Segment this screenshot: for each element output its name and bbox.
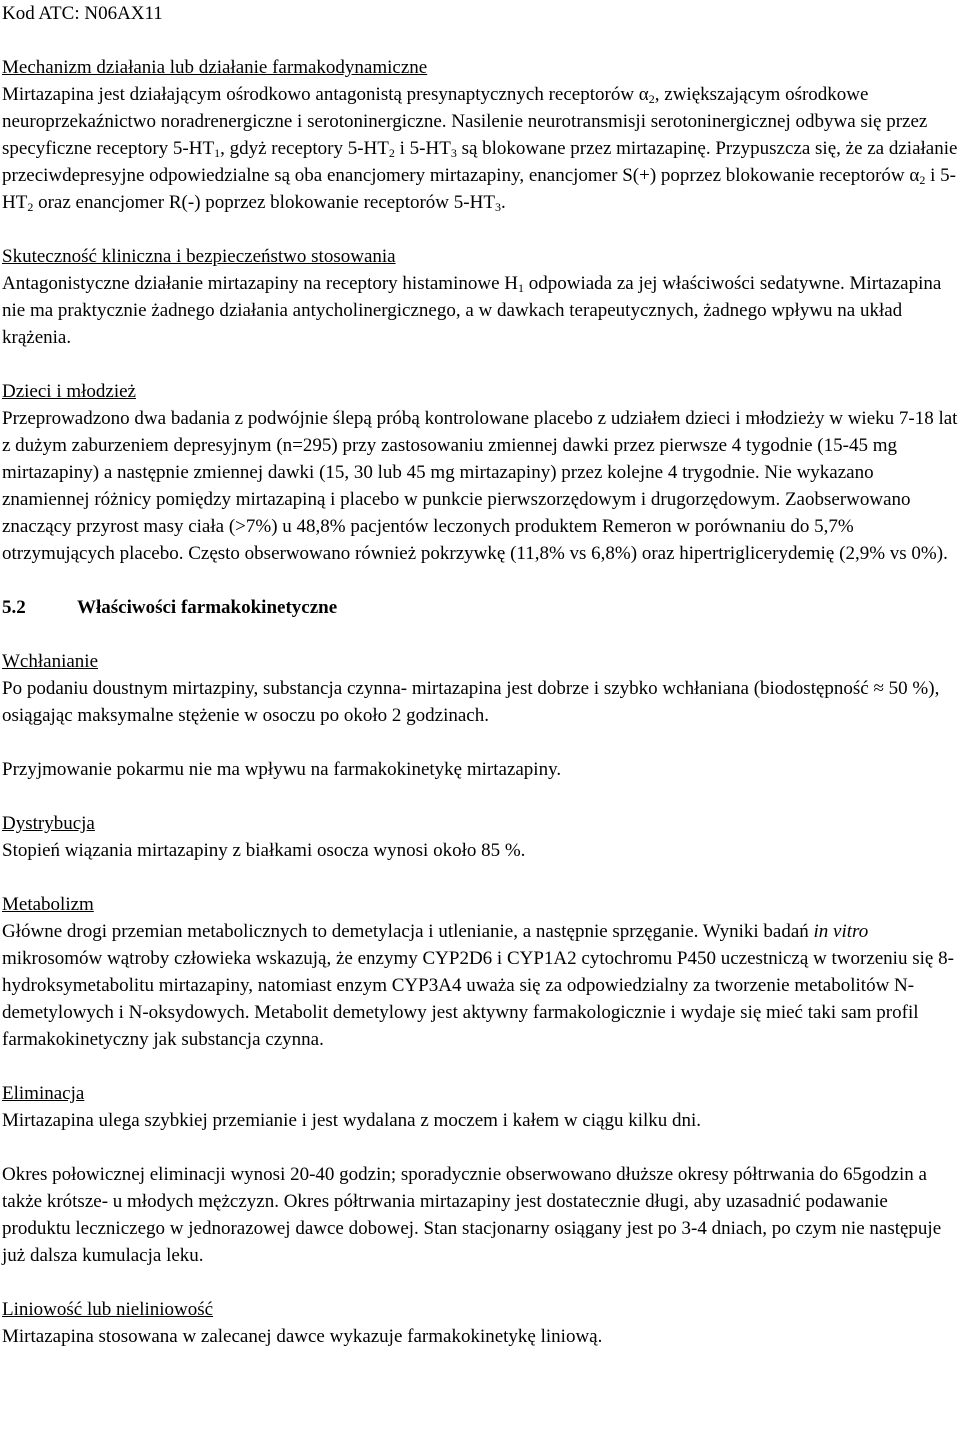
paragraph-absorption-1: Po podaniu doustnym mirtazpiny, substancja czynna- mirtazapina jest dobrze i szybko wchłaniana (biodostępność ≈ 50 %), osiągając maksymalne stężenie w osoczu po około 2 godzinach.: [2, 678, 940, 726]
section-heading-pharmacokinetics: [2, 594, 960, 621]
paragraph-distribution: Stopień wiązania mirtazapiny z białkami osocza wynosi około 85 %.: [2, 840, 526, 861]
section-absorption: [2, 648, 960, 783]
heading-distribution: Dystrybucja: [2, 813, 95, 834]
paragraph-metabolism: Główne drogi przemian metabolicznych to demetylacja i utlenianie, a następnie sprzęganie. Wyniki badań in vitro mikrosomów wątroby człowieka wskazują, że enzymy CYP2D6 i CYP1A2 cytochromu P450 uczestniczą w tworzeniu się 8-hydroksymetabolitu mirtazapiny, natomiast enzym CYP3A4 uważa się za odpowiedzialny za tworzenie metabolitów N-demetylowych i N-oksydowych. Metabolit demetylowy jest aktywny farmakologicznie i wydaje się mieć taki sam profil farmakokinetyczny jak substancja czynna.: [2, 921, 954, 1050]
paragraph-clinical: Antagonistyczne działanie mirtazapiny na receptory histaminowe $H_1$ odpowiada za jej właściwości sedatywne. Mirtazapina nie ma praktycznie żadnego działania antycholinergicznego, a w dawkach terapeutycznych, żadnego wpływu na układ krążenia.: [2, 273, 942, 348]
section-mechanism: [2, 54, 960, 216]
heading-metabolism: Metabolizm: [2, 894, 94, 915]
section-elimination: [2, 1080, 960, 1269]
paragraph-absorption-2: Przyjmowanie pokarmu nie ma wpływu na farmakokinetykę mirtazapiny.: [2, 759, 562, 780]
paragraph-linearity: Mirtazapina stosowana w zalecanej dawce wykazuje farmakokinetykę liniową.: [2, 1326, 603, 1347]
heading-linearity: Liniowość lub nieliniowość: [2, 1299, 214, 1320]
paragraph-mechanism: Mirtazapina jest działającym ośrodkowo antagonistą presynaptycznych receptorów $\alpha_2$, zwiększającym ośrodkowe neuroprzekaźnictwo noradrenergiczne i serotoninergiczne. Nasilenie neurotransmisji serotoninergicznej odbywa się przez specyficzne receptory $5-HT_1$, gdyż receptory $5-HT_2$ i $5-HT_3$ są blokowane przez mirtazapinę. Przypuszcza się, że za działanie przeciwdepresyjne odpowiedzialne są oba enancjomery mirtazapiny, enancjomer S(+) poprzez blokowanie receptorów $\alpha_2$ i $5-HT_2$ oraz enancjomer R(-) poprzez blokowanie receptorów $5-HT_3$.: [2, 84, 958, 214]
section-children: [2, 378, 960, 567]
paragraph-elimination-2: Okres połowicznej eliminacji wynosi 20-40 godzin; sporadycznie obserwowano dłuższe okresy półtrwania do 65godzin a także krótsze- u młodych mężczyzn. Okres półtrwania mirtazapiny jest dostatecznie długi, aby uzasadnić podawanie produktu leczniczego w jednorazowej dawce dobowej. Stan stacjonarny osiągany jest po 3-4 dniach, po czym nie następuje już dalsza kumulacja leku.: [2, 1164, 942, 1266]
section-number: 5.2: [2, 597, 26, 618]
section-title: Właściwości farmakokinetyczne: [77, 597, 338, 618]
heading-absorption: Wchłanianie: [2, 651, 99, 672]
heading-children: Dzieci i młodzież: [2, 381, 136, 402]
heading-elimination: Eliminacja: [2, 1083, 85, 1104]
section-linearity: [2, 1296, 960, 1350]
heading-mechanism: Mechanizm działania lub działanie farmakodynamiczne: [2, 57, 428, 78]
section-metabolism: [2, 891, 960, 1053]
section-clinical: [2, 243, 960, 351]
paragraph-elimination-1: Mirtazapina ulega szybkiej przemianie i jest wydalana z moczem i kałem w ciągu kilku dni.: [2, 1110, 702, 1131]
paragraph-children: Przeprowadzono dwa badania z podwójnie ślepą próbą kontrolowane placebo z udziałem dzieci i młodzieży w wieku 7-18 lat z dużym zaburzeniem depresyjnym (n=295) przy zastosowaniu zmiennej dawki przez pierwsze 4 tygodnie (15-45 mg mirtazapiny) a następnie zmiennej dawki (15, 30 lub 45 mg mirtazapiny) przez kolejne 4 trygodnie. Nie wykazano znamiennej różnicy pomiędzy mirtazapiną i placebo w punkcie pierwszorzędowym i drugorzędowym. Zaobserwowano znaczący przyrost masy ciała (>7%) u 48,8% pacjentów leczonych produktem Remeron w porównaniu do 5,7% otrzymujących placebo. Często obserwowano również pokrzywkę (11,8% vs 6,8%) oraz hipertriglicerydemię (2,9% vs 0%).: [2, 408, 958, 564]
section-distribution: [2, 810, 960, 864]
atc-code: Kod ATC: N06AX11: [2, 3, 163, 24]
heading-clinical: Skuteczność kliniczna i bezpieczeństwo stosowania: [2, 246, 396, 267]
